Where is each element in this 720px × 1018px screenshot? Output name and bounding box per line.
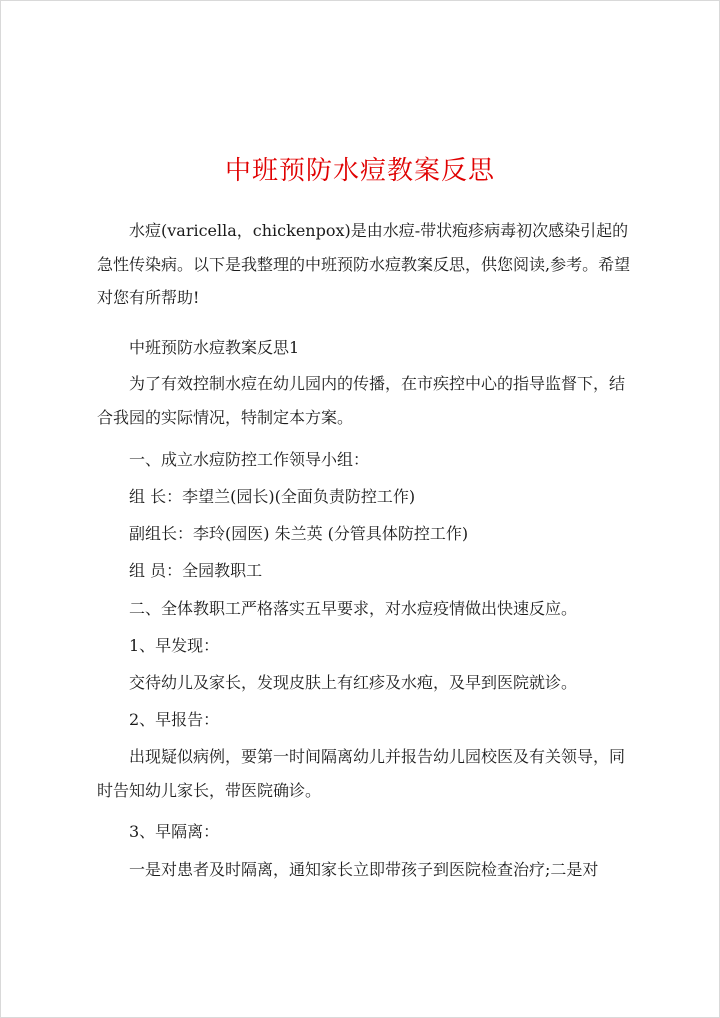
body-paragraph: 交待幼儿及家长，发现皮肤上有红疹及水疱，及早到医院就诊。 (129, 673, 578, 692)
document-title: 中班预防水痘教案反思 (224, 156, 495, 186)
section-heading: 中班预防水痘教案反思1 (129, 338, 300, 357)
body-paragraph: 为了有效控制水痘在幼儿园内的传播，在市疾控中心的指导监督下，结合我园的实际情况，特制定本方案。 (97, 374, 626, 427)
body-paragraph: 一是对患者及时隔离，通知家长立即带孩子到医院检查治疗;二是对 (129, 860, 599, 879)
list-heading: 一、成立水痘防控工作领导小组： (129, 450, 370, 469)
list-item: 组 员：全园教职工 (129, 561, 263, 580)
body-paragraph: 出现疑似病例，要第一时间隔离幼儿并报告幼儿园校医及有关领导，同时告知幼儿家长，带医院确诊。 (97, 747, 626, 800)
sub-heading: 1、早发现： (129, 636, 220, 655)
intro-paragraph: 水痘(varicella，chickenpox)是由水痘-带状疱疹病毒初次感染引起的急性传染病。以下是我整理的中班预防水痘教案反思，供您阅读,参考。希望对您有所帮助! (97, 221, 631, 307)
list-item: 副组长：李玲(园医) 朱兰英 (分管具体防控工作) (129, 524, 469, 543)
list-heading: 二、全体教职工严格落实五早要求，对水痘疫情做出快速反应。 (129, 599, 578, 618)
sub-heading: 2、早报告： (129, 710, 220, 729)
sub-heading: 3、早隔离： (129, 822, 220, 841)
list-item: 组 长：李望兰(园长)(全面负责防控工作) (129, 487, 416, 506)
